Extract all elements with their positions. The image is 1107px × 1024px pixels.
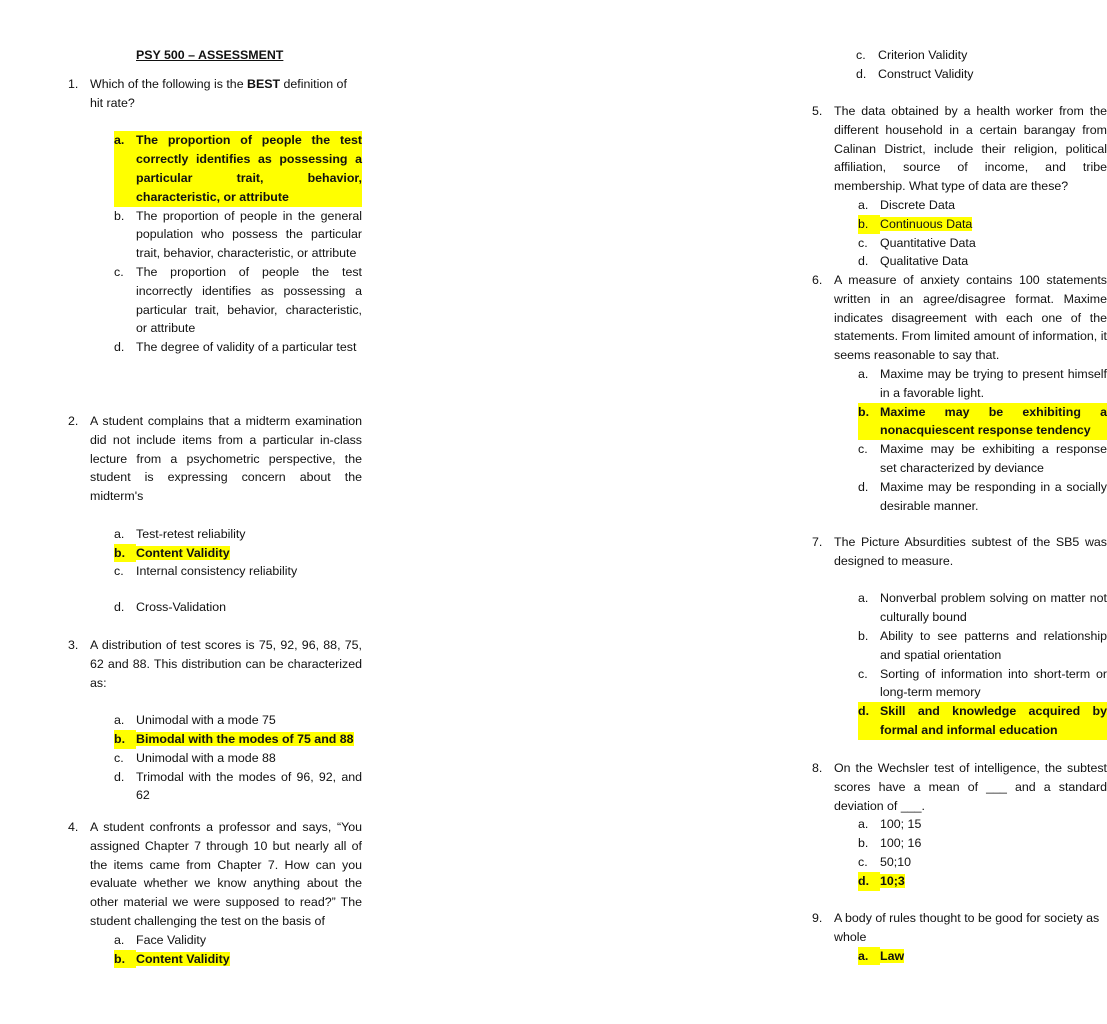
question-text: The data obtained by a health worker from the different household in a certain barangay from Calinan District, include their religion, political affiliation, source of income, and tribe membership. What type of data are these? bbox=[834, 104, 1107, 194]
choice-b bbox=[858, 215, 1107, 234]
choice-text-answer: Content Validity bbox=[136, 951, 230, 966]
question-9 bbox=[812, 909, 1107, 965]
choice-text: The proportion of people in the general population who possess the particular trait, behavior, characteristic, or attribute bbox=[136, 208, 362, 261]
choice-a bbox=[114, 131, 362, 206]
choice-letter: b. bbox=[858, 215, 880, 234]
question-number: 7. bbox=[812, 535, 823, 549]
choice-c bbox=[858, 853, 1107, 872]
choice-a bbox=[114, 525, 362, 544]
question-4-continued bbox=[856, 46, 1106, 84]
question-number: 3. bbox=[68, 638, 79, 652]
choice-text: Cross-Validation bbox=[136, 600, 226, 615]
choice-text: The proportion of people the test incorrectly identifies as possessing a particular trait, behavior, characteristic, or attribute bbox=[136, 264, 362, 336]
choice-a bbox=[858, 196, 1107, 215]
choice-letter: c. bbox=[114, 750, 124, 765]
question-7 bbox=[812, 533, 1107, 740]
choice-c bbox=[114, 263, 362, 338]
choice-d bbox=[114, 768, 362, 806]
choice-letter: d. bbox=[114, 340, 125, 355]
question-5 bbox=[812, 102, 1107, 271]
choice-letter: d. bbox=[858, 254, 869, 269]
question-1 bbox=[68, 75, 362, 357]
question-2 bbox=[68, 412, 362, 617]
choice-letter: c. bbox=[114, 264, 124, 279]
choice-d bbox=[856, 65, 1106, 84]
choice-letter: a. bbox=[858, 197, 869, 212]
question-text: A student confronts a professor and says, “You assigned Chapter 7 through 10 but nearly all of the items came from Chapter 7. How can you evaluate whether we know anything about the other material we were supposed to read?” The student challenging the test on the basis of bbox=[90, 820, 362, 928]
choice-text-answer: Content Validity bbox=[136, 545, 230, 560]
choice-d bbox=[858, 872, 1107, 891]
choice-letter: c. bbox=[856, 48, 866, 62]
choice-b bbox=[114, 730, 362, 749]
choice-text: Maxime may be exhibiting a response set characterized by deviance bbox=[880, 442, 1107, 475]
choice-text: Qualitative Data bbox=[880, 254, 969, 269]
question-3 bbox=[68, 636, 362, 805]
choice-text: Ability to see patterns and relationship and spatial orientation bbox=[880, 628, 1107, 662]
choice-letter: a. bbox=[114, 932, 125, 947]
choice-text: Sorting of information into short-term or long-term memory bbox=[880, 666, 1107, 700]
choice-text-answer: Continuous Data bbox=[880, 216, 973, 231]
choice-letter: a. bbox=[114, 713, 125, 728]
question-number: 1. bbox=[68, 77, 79, 91]
question-6 bbox=[812, 271, 1107, 515]
choice-text-answer: Law bbox=[880, 948, 905, 963]
question-text: A student complains that a midterm examination did not include items from a particular in-class lecture from a psychometric perspective, the student is expressing concern about the midterm's bbox=[90, 414, 362, 504]
choice-a bbox=[858, 365, 1107, 403]
choice-b bbox=[858, 403, 1107, 441]
choice-letter: b. bbox=[114, 544, 136, 563]
choice-text: Test-retest reliability bbox=[136, 526, 246, 541]
choice-text: 100; 16 bbox=[880, 836, 922, 851]
question-text: A measure of anxiety contains 100 statements written in an agree/disagree format. Maxime indicates disagreement with each one of the statements. From limited amount of information, it seems reasonable to say that. bbox=[834, 273, 1107, 363]
choice-d bbox=[858, 478, 1107, 516]
choice-letter: d. bbox=[858, 479, 869, 494]
choice-d bbox=[858, 702, 1107, 740]
choice-text: Unimodal with a mode 75 bbox=[136, 713, 276, 728]
choice-text: Nonverbal problem solving on matter not culturally bound bbox=[880, 591, 1107, 625]
choice-c bbox=[858, 440, 1107, 478]
question-number: 9. bbox=[812, 911, 823, 925]
choice-text: The degree of validity of a particular test bbox=[136, 340, 357, 355]
question-number: 2. bbox=[68, 414, 79, 428]
choice-letter: b. bbox=[114, 950, 136, 969]
choice-letter: d. bbox=[858, 702, 880, 740]
choice-letter: a. bbox=[858, 591, 869, 606]
question-text: The Picture Absurdities subtest of the SB5 was designed to measure. bbox=[834, 535, 1107, 568]
choice-letter: b. bbox=[858, 836, 869, 851]
choice-d bbox=[114, 338, 362, 357]
choice-letter: d. bbox=[856, 66, 867, 81]
choice-text: Internal consistency reliability bbox=[136, 564, 298, 579]
question-text: A distribution of test scores is 75, 92, 96, 88, 75, 62 and 88. This distribution can be characterized as: bbox=[90, 638, 362, 690]
question-number: 8. bbox=[812, 761, 823, 775]
choice-c bbox=[858, 665, 1107, 703]
choice-letter: b. bbox=[114, 730, 136, 749]
choice-a bbox=[114, 711, 362, 730]
question-8 bbox=[812, 759, 1107, 891]
question-number: 6. bbox=[812, 273, 823, 287]
question-text: A body of rules thought to be good for society as whole bbox=[834, 911, 1100, 944]
choice-text: 100; 15 bbox=[880, 817, 922, 832]
choice-text: Trimodal with the modes of 96, 92, and 62 bbox=[136, 769, 362, 803]
document-title: PSY 500 – ASSESSMENT bbox=[136, 48, 284, 62]
question-4 bbox=[68, 818, 362, 968]
choice-b bbox=[114, 544, 362, 563]
choice-c bbox=[858, 234, 1107, 253]
choice-letter: a. bbox=[858, 366, 869, 381]
choice-text: Face Validity bbox=[136, 932, 207, 947]
choice-letter: a. bbox=[114, 131, 136, 206]
choice-letter: b. bbox=[858, 628, 869, 643]
choice-d bbox=[858, 252, 1107, 271]
choice-b bbox=[114, 950, 362, 969]
choice-letter: c. bbox=[858, 666, 868, 681]
choice-a bbox=[858, 947, 1107, 966]
choice-letter: b. bbox=[858, 403, 880, 441]
choice-text: Construct Validity bbox=[878, 66, 974, 81]
choice-text-answer: Maxime may be exhibiting a nonacquiescent response tendency bbox=[880, 403, 1107, 441]
choice-text: Quantitative Data bbox=[880, 235, 976, 250]
question-text: Which of the following is the BEST definition of hit rate? bbox=[90, 77, 347, 110]
choice-text-answer: Skill and knowledge acquired by formal and informal education bbox=[880, 702, 1107, 740]
choice-d bbox=[114, 598, 362, 617]
choice-a bbox=[114, 931, 362, 950]
choice-letter: c. bbox=[858, 235, 868, 250]
choice-letter: d. bbox=[114, 769, 125, 784]
choice-letter: a. bbox=[114, 526, 125, 541]
choice-c bbox=[856, 46, 1106, 65]
question-number: 4. bbox=[68, 820, 79, 834]
choice-text: Maxime may be trying to present himself in a favorable light. bbox=[880, 366, 1107, 400]
choice-letter: b. bbox=[114, 208, 125, 223]
choice-text: Criterion Validity bbox=[878, 48, 968, 62]
choice-letter: c. bbox=[858, 854, 868, 869]
choice-text: Discrete Data bbox=[880, 197, 956, 212]
choice-text: Maxime may be responding in a socially desirable manner. bbox=[880, 479, 1107, 513]
choice-b bbox=[858, 834, 1107, 853]
choice-text: Unimodal with a mode 88 bbox=[136, 750, 276, 765]
choice-text: 50;10 bbox=[880, 854, 912, 869]
choice-text-answer: Bimodal with the modes of 75 and 88 bbox=[136, 731, 354, 746]
choice-letter: c. bbox=[114, 564, 124, 579]
question-number: 5. bbox=[812, 104, 823, 118]
choice-letter: d. bbox=[114, 600, 125, 615]
choice-text-answer: The proportion of people the test correctly identifies as possessing a particular trait, behavior, characteristic, or attribute bbox=[136, 131, 362, 206]
choice-c bbox=[114, 749, 362, 768]
choice-b bbox=[858, 627, 1107, 665]
choice-letter: c. bbox=[858, 442, 868, 457]
choice-letter: a. bbox=[858, 817, 869, 832]
choice-b bbox=[114, 207, 362, 263]
choice-c bbox=[114, 562, 362, 581]
choice-a bbox=[858, 815, 1107, 834]
choice-a bbox=[858, 589, 1107, 627]
choice-letter: d. bbox=[858, 872, 880, 891]
question-text: On the Wechsler test of intelligence, the subtest scores have a mean of ___ and a standard deviation of ___. bbox=[834, 761, 1107, 813]
choice-text-answer: 10;3 bbox=[880, 873, 905, 888]
choice-letter: a. bbox=[858, 947, 880, 966]
